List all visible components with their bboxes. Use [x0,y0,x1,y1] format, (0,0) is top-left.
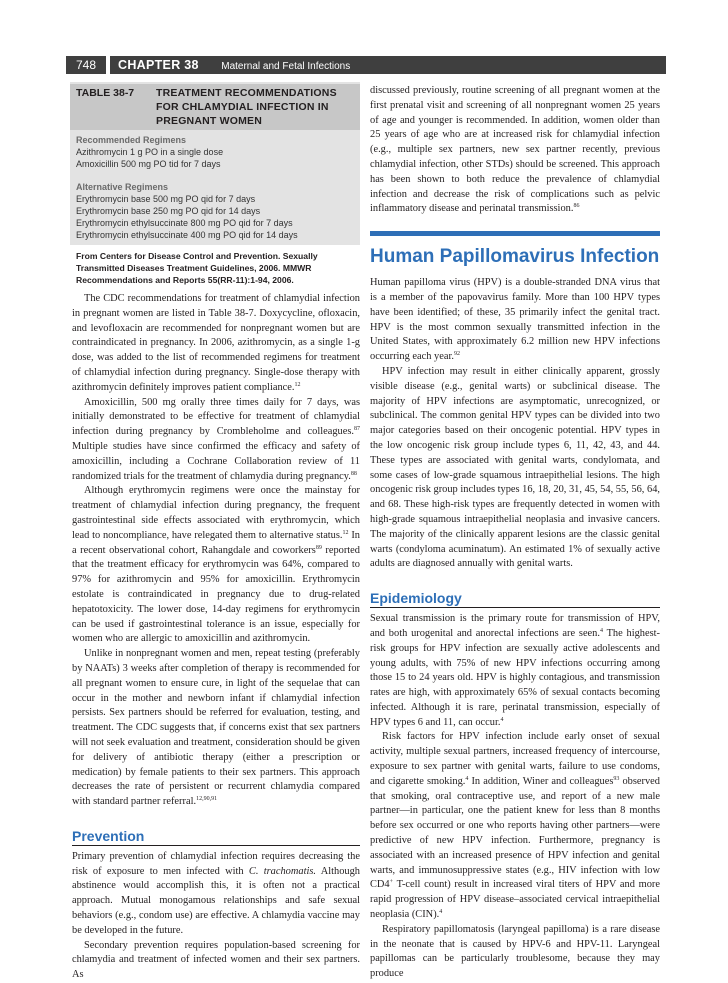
table-header [70,84,360,130]
paragraph: Human papilloma virus (HPV) is a double-stranded DNA virus that is a member of the papovavirus family. More than 100 HPV types have been identified; of these, 35 primarily infect the genital tract. HPV is the most common sexually transmitted infection in the United States, with approximately 6.2 million new HPV infections occurring each year.$^{92}$ [370,277,660,363]
alternative-heading: Alternative Regimens [76,182,169,192]
table-id: TABLE 38-7 [76,87,135,99]
paragraph: Sexual transmission is the primary route for transmission of HPV, and both urogenital and anorectal infections are seen.$^4$ The highest-risk groups for HPV infection are sexually active adolescents and young adults, with 75% of new HPV infections occurring among those 15 to 24 years old. HPV is highly contagious, and transmission rates are high, with approximately 65% of sexual contacts becoming infected. Although it is rare, perinatal transmission, especially of HPV types 6 and 11, can occur.$^4$ [370,613,661,728]
paragraph: Secondary prevention requires population-based screening for chlamydia and treatment of infected women and their sex partners. As [72,939,360,981]
paragraph: Risk factors for HPV infection include early onset of sexual activity, multiple sexual partners, increased frequency of intercourse, exposure to sex partner with genital warts, failure to use condoms, and cigarette smoking.$^4$ In addition, Winer and colleagues$^{93}$ observed that smoking, oral contraceptive use, and report of a new male partner—in particular, one the patient knew for less than 8 months before sex occurred or one who reports having other partners—were predictive of new HPV infection. Furthermore, pregnancy is associated with an increased presence of HPV infection and genital warts, and immunosuppressive states (e.g., HIV infection with low CD4+ T-cell count) result in increased viral titers of HPV and more rapid progression of HPV disease–associated cervical intraepithelial neoplasia (CIN).$^4$ [370,731,660,921]
regimen-row: Erythromycin base 500 mg PO qid for 7 days [76,194,256,204]
recommended-heading: Recommended Regimens [76,135,187,145]
prevention-heading: Prevention [72,828,360,846]
regimen-row: Erythromycin base 250 mg PO qid for 14 days [76,206,261,216]
chapter-title: Maternal and Fetal Infections [221,61,351,72]
regimen-row: Amoxicillin 500 mg PO tid for 7 days [76,159,221,169]
paragraph: Although erythromycin regimens were once the mainstay for treatment of chlamydial infection during pregnancy, the frequent gastrointestinal side effects associated with erythromycin, which lead to noncompliance, have relegated them to alternative status.$^{12}$ In a recent observational cohort, Rahangdale and coworkers$^{89}$ reported that the treatment efficacy for erythromycin was 64%, compared to 97% for azithromycin and 95% for amoxicillin. Erythromycin estolate is contraindicated in pregnancy due to drug-related hepatotoxicity. The lower dose, 14-day regimens for erythromycin can be used if gastrointestinal tolerance is an issue, especially for women who are allergic to amoxicillin and azithromycin. [72,485,360,645]
paragraph: Unlike in nonpregnant women and men, repeat testing (preferably by NAATs) 3 weeks after completion of therapy is recommended for all pregnant women to ensure cure, in light of the sequelae that can occur in the mother and newborn infant if chlamydial infection persists. Sex partners should be referred for evaluation, testing, and treatment. The CDC suggests that, if concerns exist that sex partners will not seek evaluation and treatment, consideration should be given for delivery of antibiotic therapy (either a prescription or medication) by female patients to their sex partners. This approach decreases the rate of persistent or recurrent chlamydia compared with standard partner referral.$^{12,90,91}$ [72,648,360,808]
regimen-row: Azithromycin 1 g PO in a single dose [76,147,224,157]
paragraph: discussed previously, routine screening of all pregnant women at the first prenatal visit and screening of all nonpregnant women 25 years of age and younger is recommended. In addition, women older than 25 years of age who are at increased risk for chlamydial infection (e.g., multiple sex partners, new sex partner recently, previous chlamydial infection, other STDs) should be screened. This approach has been shown to both reduce the prevalence of chlamydial infection and decrease the risk of complications such as pelvic inflammatory disease and perinatal transmission.$^{86}$ [370,85,660,215]
page-number: 748 [66,56,106,74]
regimen-row: Erythromycin ethylsuccinate 800 mg PO qid for 7 days [76,218,293,228]
table-title: TREATMENT RECOMMENDATIONS FOR CHLAMYDIAL INFECTION IN PREGNANT WOMEN [156,87,337,127]
paragraph: Amoxicillin, 500 mg orally three times daily for 7 days, was initially demonstrated to be effective for treatment of chlamydial infection during pregnancy by Crombleholme and colleagues.$^{87}$ Multiple studies have since confirmed the efficacy and safety of amoxicillin, including a Cochrane Collaboration review of 11 randomized trials for the treatment of chlamydia during pregnancy.$^{88}$ [72,396,360,482]
running-header [66,56,666,74]
paragraph: HPV infection may result in either clinically apparent, grossly visible disease (e.g., genital warts) or subclinical disease. The majority of HPV infections are asymptomatic, unrecognized, or subclinical. The common genital HPV types can be divided into two major categories based on their oncogenic potential. HPV types in the low oncogenic risk group include types 6, 11, 42, 43, and 44. These types are associated with genital warts, condylomata, and some cases of low-grade squamous intraepithelial lesions. The high oncogenic risk group includes types 16, 18, 20, 31, 45, 54, 55, 56, 64, and 68. These high-risk types are frequently detected in women with high-grade squamous intraepithelial neoplasia and invasive cancers. The majority of the clinically apparent lesions are the classic genital warts (condyloma acuminatum). An estimated 1% of sexually active adults are diagnosed annually with genital warts. [370,365,660,570]
section-rule [370,231,660,236]
paragraph: Respiratory papillomatosis (laryngeal papilloma) is a rare disease in the neonate that is caused by HPV-6 and HPV-11. Laryngeal papillomas can be particularly troublesome, because they may produce [370,923,660,980]
hpv-heading: Human Papillomavirus Infection [370,246,660,268]
chapter-bar [110,56,666,74]
paragraph: Primary prevention of chlamydial infection requires decreasing the risk of exposure to men infected with C. trachomatis. Although abstinence would accomplish this, it is often not a practical approach. Mutual monogamous relationships and safe sexual behaviors (e.g., condom use) are effective. A chlamydia vaccine may be developed in the future. [72,850,361,936]
left-column [72,82,360,983]
chapter-label: CHAPTER 38 [118,58,199,72]
paragraph: The CDC recommendations for treatment of chlamydial infection in pregnant women are listed in Table 38-7. Doxycycline, ofloxacin, and levofloxacin are recommended for nonpregnant women but are contraindicated in pregnancy. In 2006, azithromycin, as a single 1-g dose, was added to the list of recommended regimens for treatment of chlamydial infection during pregnancy. Single-dose therapy with azithromycin definitely improves patient compliance.$^{12}$ [72,293,360,393]
epidemiology-heading: Epidemiology [370,590,660,608]
table-footnote: From Centers for Disease Control and Prevention. Sexually Transmitted Diseases Treatment Guidelines, 2006. MMWR Recommendations and Reports 55(RR-11):1-94, 2006. [76,251,318,285]
regimen-row: Erythromycin ethylsuccinate 400 mg PO qid for 14 days [76,230,298,240]
right-column [370,84,660,982]
treatment-table [70,82,360,245]
table-body [70,130,360,241]
